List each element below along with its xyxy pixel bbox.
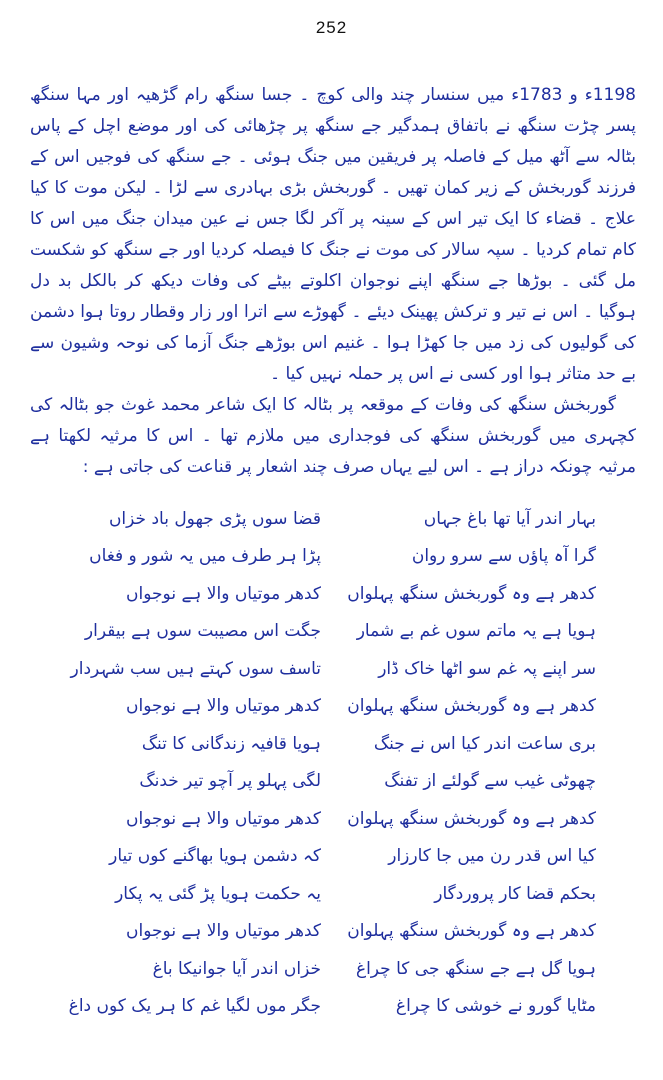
verse-first-hemistich: کدھر ہے وہ گوربخش سنگھ پہلوان [347,921,596,942]
verse-first-hemistich: ہویا ہے یہ ماتم سوں غم بے شمار [356,621,596,642]
couplet [66,688,596,726]
verse-second-hemistich: تاسف سوں کہتے ہیں سب شہردار [70,658,321,679]
paragraph: 1198ء و 1783ء میں سنسار چند والی کوچ ۔ جسا سنگھ رام گڑھیہ اور مہا سنگھ پسر چڑت سنگھ نے باتفاق ہمدگیر جے سنگھ پر چڑھائی کی اور موضع اچل کے پاس بٹالہ سے آٹھ میل کے فاصلہ پر فریقین میں جنگ ہوئی ۔ جے سنگھ کی فوجیں اس کے فرزند گوربخش کے زیر کمان تھیں ۔ گوربخش بڑی بہادری سے لڑا ۔ لیکن موت کا کیا علاج ۔ قضاء کا ایک تیر اس کے سینہ پر آکر لگا جس نے عین میدان جنگ میں اس کا کام تمام کردیا ۔ سپہ سالار کی موت نے جنگ کا فیصلہ کردیا اور جے سنگھ کو شکست مل گئی ۔ بوڑھا جے سنگھ اپنے نوجوان اکلوتے بیٹے کی وفات دیکھ کر بالکل بد دل ہوگیا ۔ اس نے تیر و ترکش پھینک دیئے ۔ گھوڑے سے اترا اور زار وقطار روتا ہوا دشمن کی گولیوں کی زد میں جا کھڑا ہوا ۔ غنیم اس بوڑھے جنگ آزما کی نوحہ وشیون سے بے حد متاثر ہوا اور کسی نے اس پر حملہ نہیں کیا ۔ [30,85,636,384]
couplet [66,950,596,988]
couplet [66,875,596,913]
verse-first-hemistich: ہویا گل ہے جے سنگھ جی کا چراغ [355,958,596,979]
verse-second-hemistich: جگت اس مصیبت سوں ہے بیقرار [84,621,321,642]
verse-second-hemistich: کدھر موتیاں والا ہے نوجواں [126,808,321,829]
verse-first-hemistich: کدھر ہے وہ گوربخش سنگھ پہلواں [347,583,596,604]
couplet [66,838,596,876]
couplet [66,913,596,951]
verse-second-hemistich: ہویا قافیہ زندگانی کا تنگ [141,733,321,754]
verse-second-hemistich: کدھر موتیاں والا ہے نوجواں [126,696,321,717]
page-number: 252 [315,18,348,37]
couplet [66,500,596,538]
couplet [66,613,596,651]
elegy-verses [66,500,596,1025]
verse-second-hemistich: پڑا ہر طرف میں یہ شور و فغاں [89,546,321,567]
couplet [66,575,596,613]
verse-first-hemistich: مٹایا گورو نے خوشی کا چراغ [395,996,596,1017]
verse-second-hemistich: لگی پہلو پر آچو تیر خدنگ [139,771,321,792]
couplet [66,763,596,801]
prose-body [30,80,636,483]
verse-first-hemistich: سر اپنے پہ غم سو اٹھا خاک ڈار [378,658,596,679]
verse-first-hemistich: کدھر ہے وہ گوربخش سنگھ پہلوان [347,696,596,717]
verse-second-hemistich: کدھر موتیاں والا ہے نوجواں [126,921,321,942]
verse-first-hemistich: چھوٹی غیب سے گولئے از تفنگ [384,771,596,792]
verse-first-hemistich: کدھر ہے وہ گوربخش سنگھ پہلوان [347,808,596,829]
verse-second-hemistich: قضا سوں پڑی جھول باد خزاں [108,508,321,529]
couplet [66,650,596,688]
verse-first-hemistich: بحکم قضا کار پروردگار [434,883,596,904]
verse-first-hemistich: بہار اندر آیا تھا باغ جہاں [423,508,596,529]
verse-first-hemistich: گرا آہ پاؤں سے سرو روان [411,546,596,567]
couplet [66,800,596,838]
verse-first-hemistich: کیا اس قدر رن میں جا کارزار [388,846,596,867]
verse-second-hemistich: خزاں اندر آیا جوانیکا باغ [152,958,321,979]
verse-first-hemistich: بری ساعت اندر کیا اس نے جنگ [373,733,596,754]
couplet [66,725,596,763]
verse-second-hemistich: کہ دشمن ہویا بھاگنے کوں تیار [109,846,321,867]
couplet [66,988,596,1026]
couplet [66,538,596,576]
verse-second-hemistich: جگر موں لگیا غم کا ہر یک کوں داغ [68,996,321,1017]
paragraph: گوربخش سنگھ کی وفات کے موقعہ پر بٹالہ کا ایک شاعر محمد غوث جو بٹالہ کی کچہری میں گوربخش سنگھ کی فوجداری میں ملازم تھا ۔ اس کا مرثیہ لکھتا ہے مرثیہ چونکہ دراز ہے ۔ اس لیے یہاں صرف چند اشعار پر قناعت کی جاتی ہے : [30,395,636,477]
verse-second-hemistich: کدھر موتیاں والا ہے نوجواں [126,583,321,604]
verse-second-hemistich: یہ حکمت ہویا پڑ گئی یہ پکار [115,883,321,904]
